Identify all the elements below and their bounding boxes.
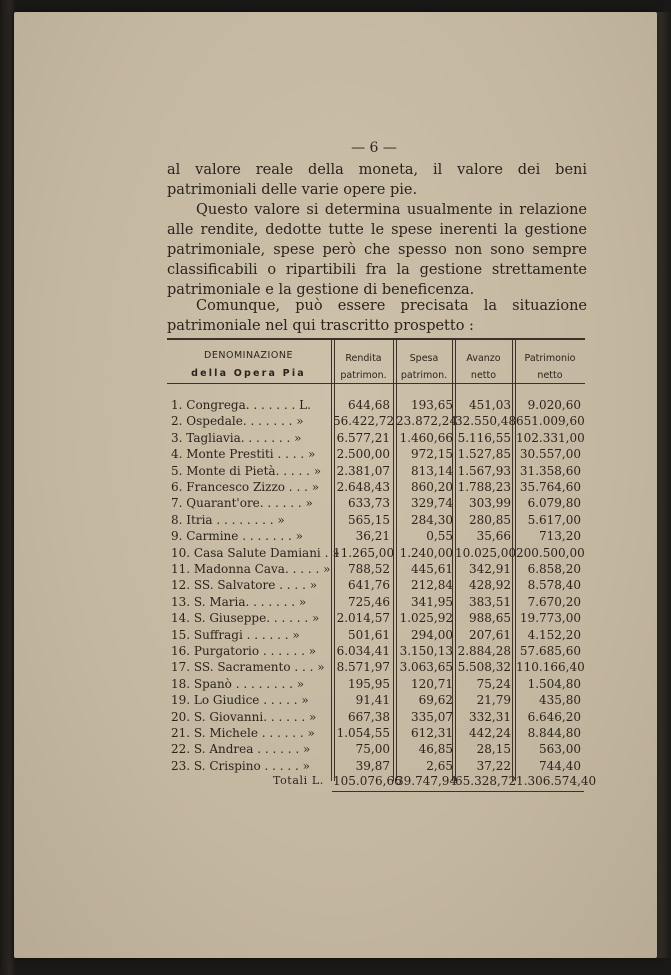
row-patrimonio: 4.152,20	[527, 627, 581, 642]
row-patrimonio: 102.331,00	[516, 430, 585, 445]
total-spesa: 39.747,94	[396, 774, 458, 788]
row-name: 15. Suffragi . . . . . . »	[171, 627, 300, 642]
row-rendita: 2.014,57	[336, 611, 390, 626]
row-rendita: 11.265,00	[333, 545, 395, 560]
row-avanzo: 207,61	[469, 627, 511, 642]
row-name: 21. S. Michele . . . . . . »	[171, 726, 315, 740]
row-spesa: 212,84	[411, 578, 453, 593]
row-spesa: 284,30	[411, 512, 453, 527]
row-spesa: 2,65	[426, 758, 453, 773]
table-bottom-rule	[332, 791, 584, 792]
row-patrimonio: 713,20	[539, 529, 581, 544]
row-avanzo: 5.116,55	[457, 430, 511, 445]
paragraph-3-text: Comunque, può essere precisata la situazione patrimoniale nel qui trascritto prospetto :	[167, 298, 587, 334]
table-row	[167, 529, 585, 545]
row-rendita: 725,46	[348, 594, 390, 609]
row-rendita: 788,52	[348, 562, 390, 576]
row-spesa: 972,15	[411, 447, 453, 462]
table-row	[167, 414, 585, 430]
table-row	[167, 447, 585, 463]
row-name: 16. Purgatorio . . . . . . »	[171, 644, 317, 658]
row-name: 1. Congrega. . . . . . . L.	[171, 398, 311, 412]
table-row	[167, 431, 585, 447]
row-avanzo: 988,65	[469, 611, 511, 626]
row-avanzo: 28,15	[476, 742, 511, 757]
row-avanzo: 342,91	[469, 562, 511, 576]
row-patrimonio: 9.020,60	[527, 398, 581, 412]
row-name: 5. Monte di Pietà. . . . . »	[171, 463, 322, 478]
row-avanzo: 332,31	[469, 709, 511, 724]
row-name: 13. S. Maria. . . . . . . »	[171, 594, 307, 609]
row-avanzo: 1.527,85	[457, 447, 511, 462]
row-rendita: 501,61	[348, 627, 390, 642]
row-spesa: 120,71	[411, 676, 453, 691]
row-patrimonio: 6.858,20	[527, 562, 581, 576]
header-spesa	[396, 350, 452, 384]
table-top-rule	[167, 338, 585, 340]
row-patrimonio: 1.504,80	[527, 676, 581, 691]
row-patrimonio: 7.670,20	[527, 594, 581, 609]
row-avanzo: 442,24	[469, 726, 511, 740]
row-spesa: 1.240,00	[399, 545, 453, 560]
page-number: — 6 —	[351, 140, 397, 156]
row-avanzo: 75,24	[476, 676, 511, 691]
row-patrimonio: 19.773,00	[519, 611, 581, 626]
row-patrimonio: 8.844,80	[527, 726, 581, 740]
row-spesa: 341,95	[411, 594, 453, 609]
row-patrimonio: 5.617,00	[527, 512, 581, 527]
row-rendita: 8.571,97	[336, 660, 390, 675]
paragraph-2-text: Questo valore si determina usualmente in relazione alle rendite, dedotte tutte le spese inerenti la gestione patrimoniale, spese però che spesso non sono sempre classificabili o ripartibili fra la gestione strettamente patrimoniale e la gestione di beneficenza.	[167, 202, 587, 298]
row-avanzo: 1.567,93	[457, 463, 511, 478]
row-name: 3. Tagliavia. . . . . . . »	[171, 430, 302, 445]
row-patrimonio: 200.500,00	[516, 545, 585, 560]
row-spesa: 1.025,92	[399, 611, 453, 626]
row-name: 12. SS. Salvatore . . . . »	[171, 578, 318, 593]
row-rendita: 667,38	[348, 709, 390, 724]
row-patrimonio: 30.557,00	[519, 447, 581, 462]
totals-row	[167, 774, 597, 790]
table-row	[167, 595, 585, 611]
row-spesa: 329,74	[411, 496, 453, 511]
row-spesa: 335,07	[411, 709, 453, 724]
table-row	[167, 496, 585, 512]
paragraph-1-text: al valore reale della moneta, il valore dei beni patrimoniali delle varie opere pie.	[167, 162, 587, 198]
row-rendita: 75,00	[355, 742, 390, 757]
row-patrimonio: 651.009,60	[516, 414, 585, 429]
table-row	[167, 578, 585, 594]
row-rendita: 56.422,72	[333, 414, 395, 429]
row-name: 6. Francesco Zizzo . . . »	[171, 480, 320, 494]
row-spesa: 3.150,13	[399, 644, 453, 658]
row-name: 10. Casa Salute Damiani . »	[171, 545, 340, 560]
row-avanzo: 37,22	[476, 758, 511, 773]
row-rendita: 2.500,00	[336, 447, 390, 462]
header-opera-pia: della Opera Pia	[191, 368, 306, 379]
table-row	[167, 677, 585, 693]
row-patrimonio: 744,40	[539, 758, 581, 773]
totals-label: Totali L.	[273, 774, 324, 787]
row-patrimonio: 563,00	[539, 742, 581, 757]
header-avanzo-line1: Avanzo	[466, 353, 501, 364]
row-avanzo: 383,51	[469, 594, 511, 609]
header-patrimonio	[515, 350, 585, 384]
row-name: 18. Spanò . . . . . . . . »	[171, 676, 305, 691]
row-rendita: 195,95	[348, 676, 390, 691]
row-avanzo: 21,79	[476, 693, 511, 708]
row-avanzo: 1.788,23	[457, 480, 511, 494]
row-rendita: 6.577,21	[336, 430, 390, 445]
header-avanzo	[455, 350, 512, 384]
table-row	[167, 644, 585, 660]
table-row	[167, 710, 585, 726]
row-name: 11. Madonna Cava. . . . . »	[171, 562, 331, 576]
table-row	[167, 759, 585, 775]
header-rendita-line2: patrimon.	[340, 370, 387, 381]
row-name: 22. S. Andrea . . . . . . »	[171, 742, 311, 757]
row-spesa: 69,62	[418, 693, 453, 708]
row-spesa: 813,14	[411, 463, 453, 478]
row-patrimonio: 435,80	[539, 693, 581, 708]
row-rendita: 39,87	[355, 758, 390, 773]
paragraph-2	[167, 200, 587, 300]
table-row	[167, 742, 585, 758]
table-row	[167, 611, 585, 627]
row-name: 2. Ospedale. . . . . . . »	[171, 414, 304, 429]
row-avanzo: 2.884,28	[457, 644, 511, 658]
row-avanzo: 428,92	[469, 578, 511, 593]
row-spesa: 860,20	[411, 480, 453, 494]
opere-pie-table	[167, 338, 597, 794]
total-rendita: 105.076,66	[333, 774, 402, 788]
row-name: 14. S. Giuseppe. . . . . . »	[171, 611, 320, 626]
row-rendita: 36,21	[355, 529, 390, 544]
row-rendita: 2.381,07	[336, 463, 390, 478]
row-spesa: 1.460,66	[399, 430, 453, 445]
row-rendita: 6.034,41	[336, 644, 390, 658]
row-avanzo: 10.025,00	[455, 545, 517, 560]
row-avanzo: 35,66	[476, 529, 511, 544]
row-patrimonio: 35.764,60	[519, 480, 581, 494]
row-patrimonio: 57.685,60	[519, 644, 581, 658]
paragraph-3	[167, 296, 587, 336]
header-avanzo-line2: netto	[470, 370, 497, 381]
row-spesa: 3.063,65	[399, 660, 453, 675]
row-spesa: 445,61	[411, 562, 453, 576]
row-name: 20. S. Giovanni. . . . . . »	[171, 709, 317, 724]
row-name: 19. Lo Giudice . . . . . »	[171, 693, 309, 708]
table-row	[167, 562, 585, 578]
total-patrimonio: 1.306.574,40	[516, 774, 597, 788]
row-spesa: 46,85	[418, 742, 453, 757]
row-rendita: 641,76	[348, 578, 390, 593]
paragraph-1	[167, 160, 587, 200]
header-patrimonio-line1: Patrimonio	[524, 353, 576, 364]
table-row	[167, 513, 585, 529]
row-rendita: 2.648,43	[336, 480, 390, 494]
row-spesa: 193,65	[411, 398, 453, 412]
table-row	[167, 660, 585, 676]
row-name: 9. Carmine . . . . . . . »	[171, 529, 303, 544]
header-spesa-line1: Spesa	[409, 353, 439, 364]
row-patrimonio: 31.358,60	[519, 463, 581, 478]
row-avanzo: 280,85	[469, 512, 511, 527]
row-rendita: 644,68	[348, 398, 390, 412]
row-spesa: 294,00	[411, 627, 453, 642]
row-patrimonio: 6.079,80	[527, 496, 581, 511]
row-rendita: 91,41	[355, 693, 390, 708]
table-row	[167, 726, 585, 742]
table-row	[167, 480, 585, 496]
row-patrimonio: 110.166,40	[516, 660, 585, 675]
row-avanzo: 5.508,32	[457, 660, 511, 675]
table-row	[167, 628, 585, 644]
row-avanzo: 451,03	[469, 398, 511, 412]
row-spesa: 23.872,24	[396, 414, 458, 429]
table-row	[167, 398, 585, 414]
row-spesa: 0,55	[426, 529, 453, 544]
header-rendita-line1: Rendita	[345, 353, 382, 364]
row-avanzo: 303,99	[469, 496, 511, 511]
row-rendita: 633,73	[348, 496, 390, 511]
header-denominazione: DENOMINAZIONE	[204, 350, 293, 361]
row-avanzo: 32.550,48	[455, 414, 517, 429]
header-rendita	[334, 350, 393, 384]
table-row	[167, 546, 585, 562]
table-row	[167, 464, 585, 480]
row-patrimonio: 8.578,40	[527, 578, 581, 593]
total-avanzo: 65.328,72	[455, 774, 517, 788]
row-spesa: 612,31	[411, 726, 453, 740]
row-name: 23. S. Crispino . . . . . »	[171, 758, 311, 773]
row-name: 4. Monte Prestiti . . . . »	[171, 447, 316, 462]
row-rendita: 1.054,55	[336, 726, 390, 740]
header-patrimonio-line2: netto	[537, 370, 563, 381]
header-spesa-line2: patrimon.	[400, 370, 448, 381]
document-page	[14, 12, 657, 958]
row-name: 7. Quarant'ore. . . . . . »	[171, 496, 313, 511]
row-name: 8. Itria . . . . . . . . »	[171, 512, 285, 527]
row-rendita: 565,15	[348, 512, 390, 527]
table-row	[167, 693, 585, 709]
row-patrimonio: 6.646,20	[527, 709, 581, 724]
row-name: 17. SS. Sacramento . . . »	[171, 660, 325, 675]
